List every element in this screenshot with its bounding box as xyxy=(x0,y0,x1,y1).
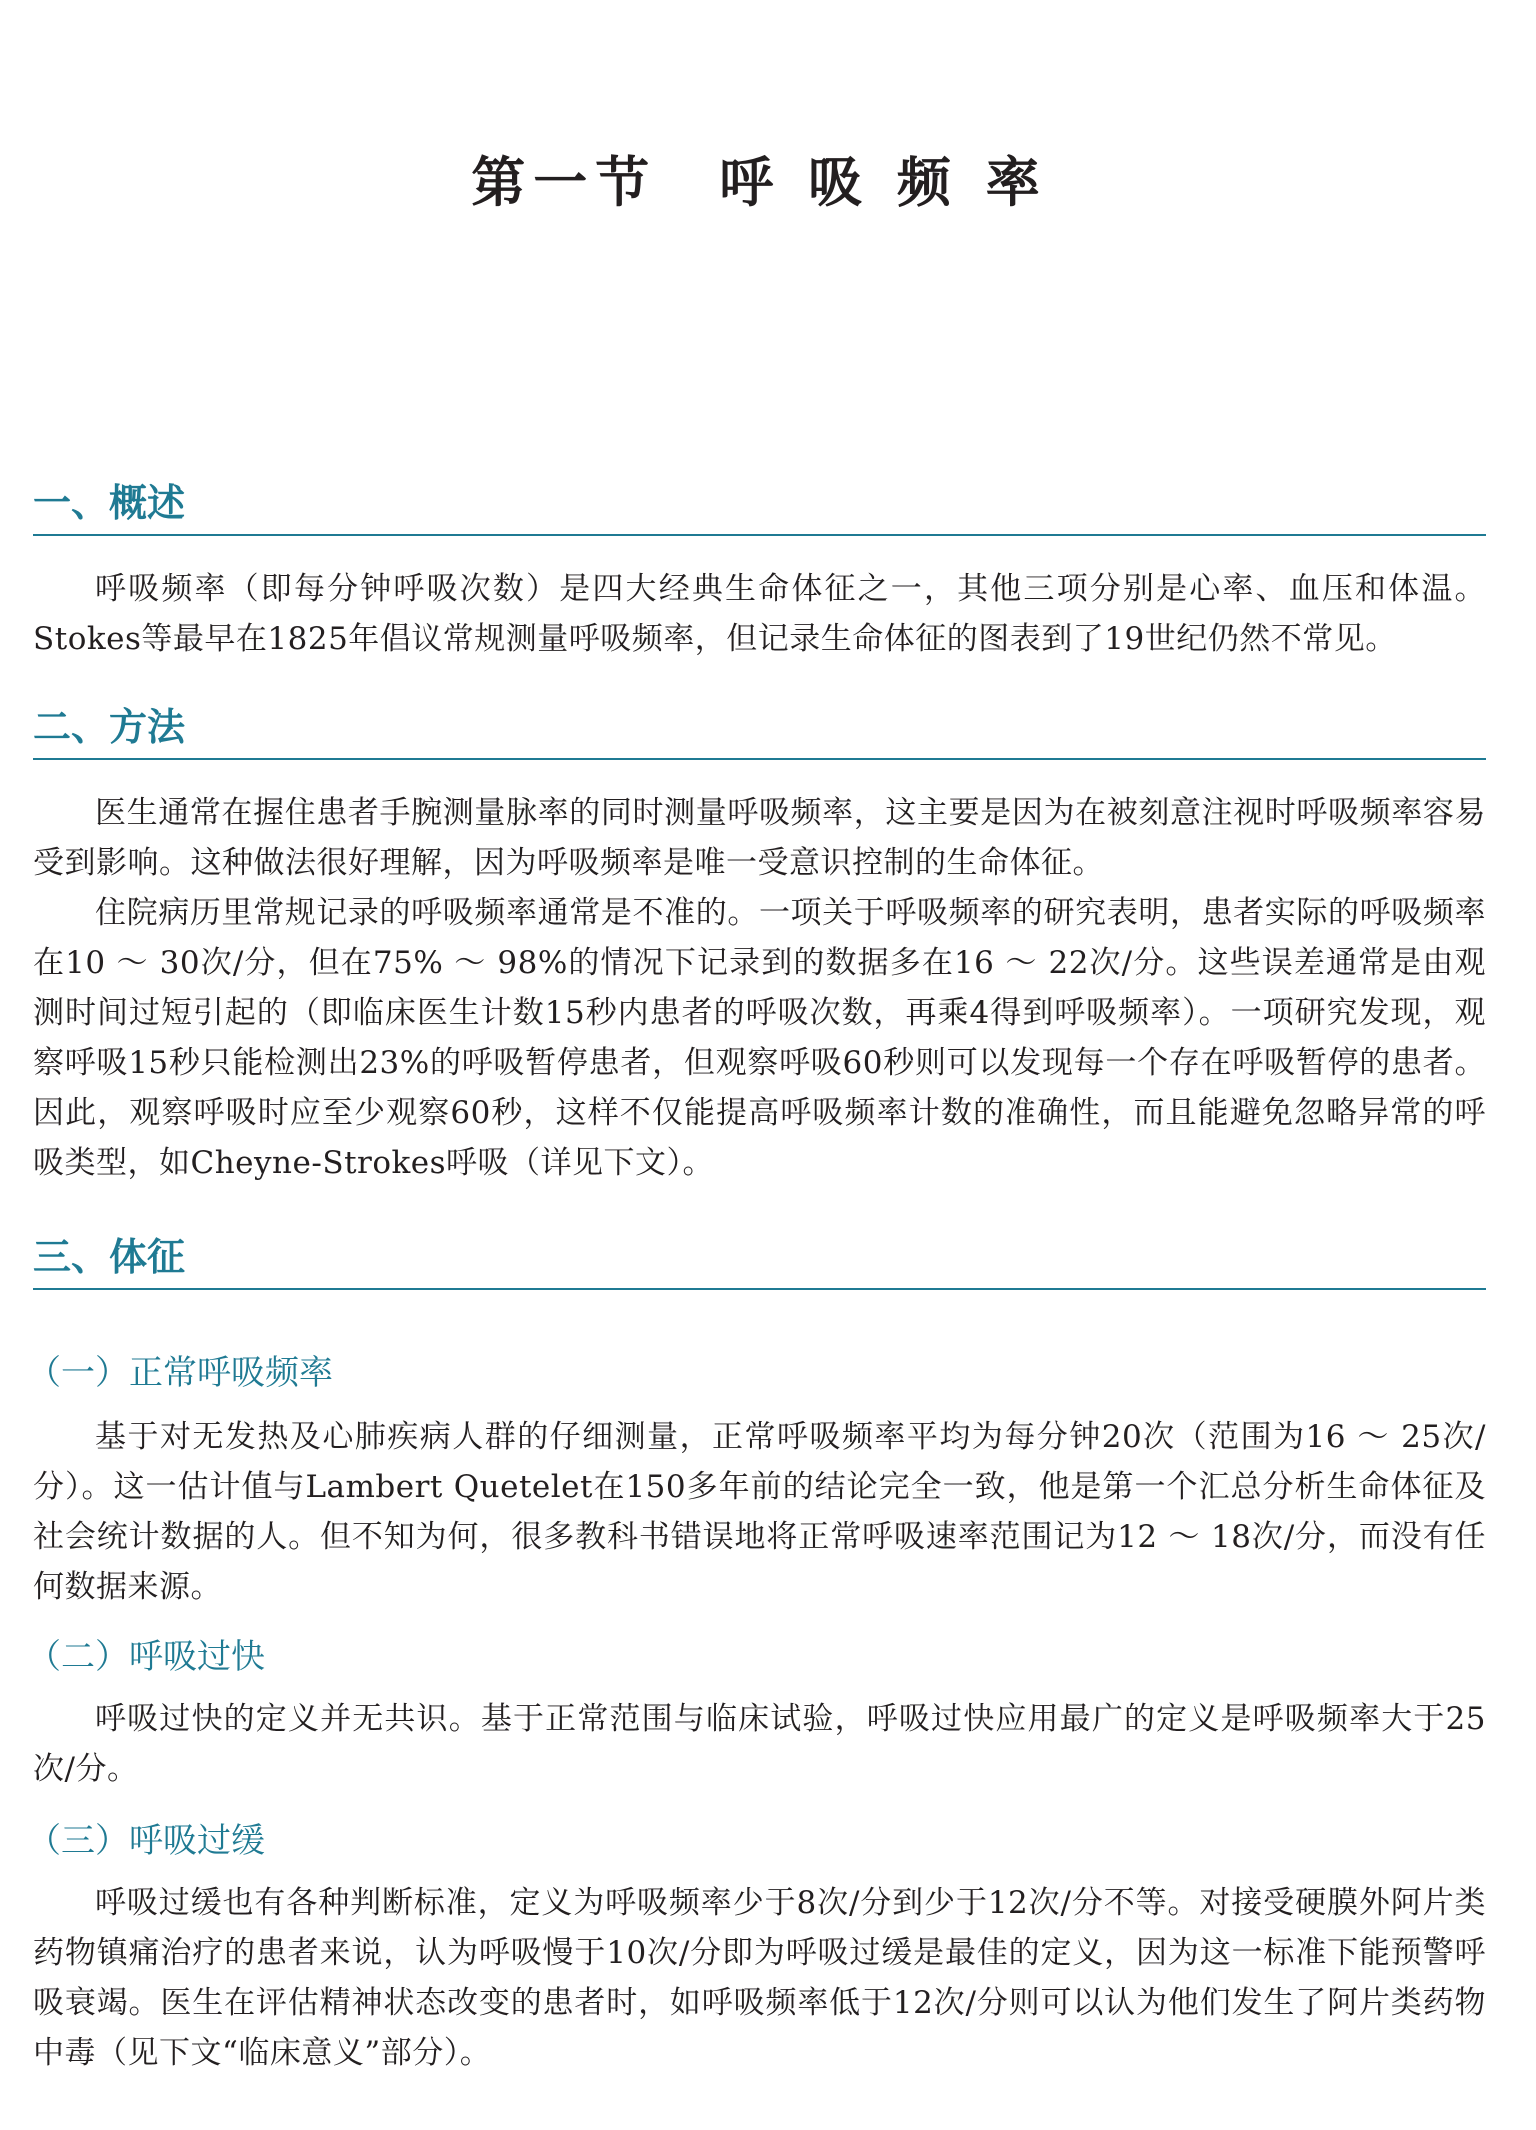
paragraph: 呼吸过缓也有各种判断标准，定义为呼吸频率少于8次/分到少于12次/分不等。对接受硬膜外阿片类药物镇痛治疗的患者来说，认为呼吸慢于10次/分即为呼吸过缓是最佳的定义，因为这一标准下能预警呼吸衰竭。医生在评估精神状态改变的患者时，如呼吸频率低于12次/分则可以认为他们发生了阿片类药物中毒（见下文“临床意义”部分）。 xyxy=(33,1885,1486,2071)
subsection-heading-bradypnea: （三）呼吸过缓 xyxy=(27,1821,265,1861)
section-heading-signs: 三、体征 xyxy=(33,1232,1486,1290)
section-heading-overview: 一、概述 xyxy=(33,478,1486,536)
paragraph: 住院病历里常规记录的呼吸频率通常是不准的。一项关于呼吸频率的研究表明，患者实际的呼吸频率在10 ～ 30次/分，但在75% ～ 98%的情况下记录到的数据多在16 ～ 22次/分。这些误差通常是由观测时间过短引起的（即临床医生计数15秒内患者的呼吸次数，再乘4得到呼吸频率）。一项研究发现，观察呼吸15秒只能检测出23%的呼吸暂停患者，但观察呼吸60秒则可以发现每一个存在呼吸暂停的患者。因此，观察呼吸时应至少观察60秒，这样不仅能提高呼吸频率计数的准确性，而且能避免忽略异常的呼吸类型，如Cheyne-Strokes呼吸（详见下文）。 xyxy=(33,895,1486,1181)
paragraph: 医生通常在握住患者手腕测量脉率的同时测量呼吸频率，这主要是因为在被刻意注视时呼吸频率容易受到影响。这种做法很好理解，因为呼吸频率是唯一受意识控制的生命体征。 xyxy=(33,795,1486,881)
subsection-heading-normal-rate: （一）正常呼吸频率 xyxy=(27,1353,333,1393)
paragraph: 呼吸频率（即每分钟呼吸次数）是四大经典生命体征之一，其他三项分别是心率、血压和体温。Stokes等最早在1825年倡议常规测量呼吸频率，但记录生命体征的图表到了19世纪仍然不常见。 xyxy=(33,571,1486,657)
paragraph: 呼吸过快的定义并无共识。基于正常范围与临床试验，呼吸过快应用最广的定义是呼吸频率大于25次/分。 xyxy=(33,1701,1486,1787)
section-heading-method: 二、方法 xyxy=(33,702,1486,760)
paragraph: 基于对无发热及心肺疾病人群的仔细测量，正常呼吸频率平均为每分钟20次（范围为16 ～ 25次/分）。这一估计值与Lambert Quetelet在150多年前的结论完全一致，他是第一个汇总分析生命体征及社会统计数据的人。但不知为何，很多教科书错误地将正常呼吸速率范围记为12 ～ 18次/分，而没有任何数据来源。 xyxy=(33,1419,1486,1605)
subsection-heading-tachypnea: （二）呼吸过快 xyxy=(27,1637,265,1677)
chapter-title: 第一节 呼 吸 频 率 xyxy=(471,151,1048,214)
